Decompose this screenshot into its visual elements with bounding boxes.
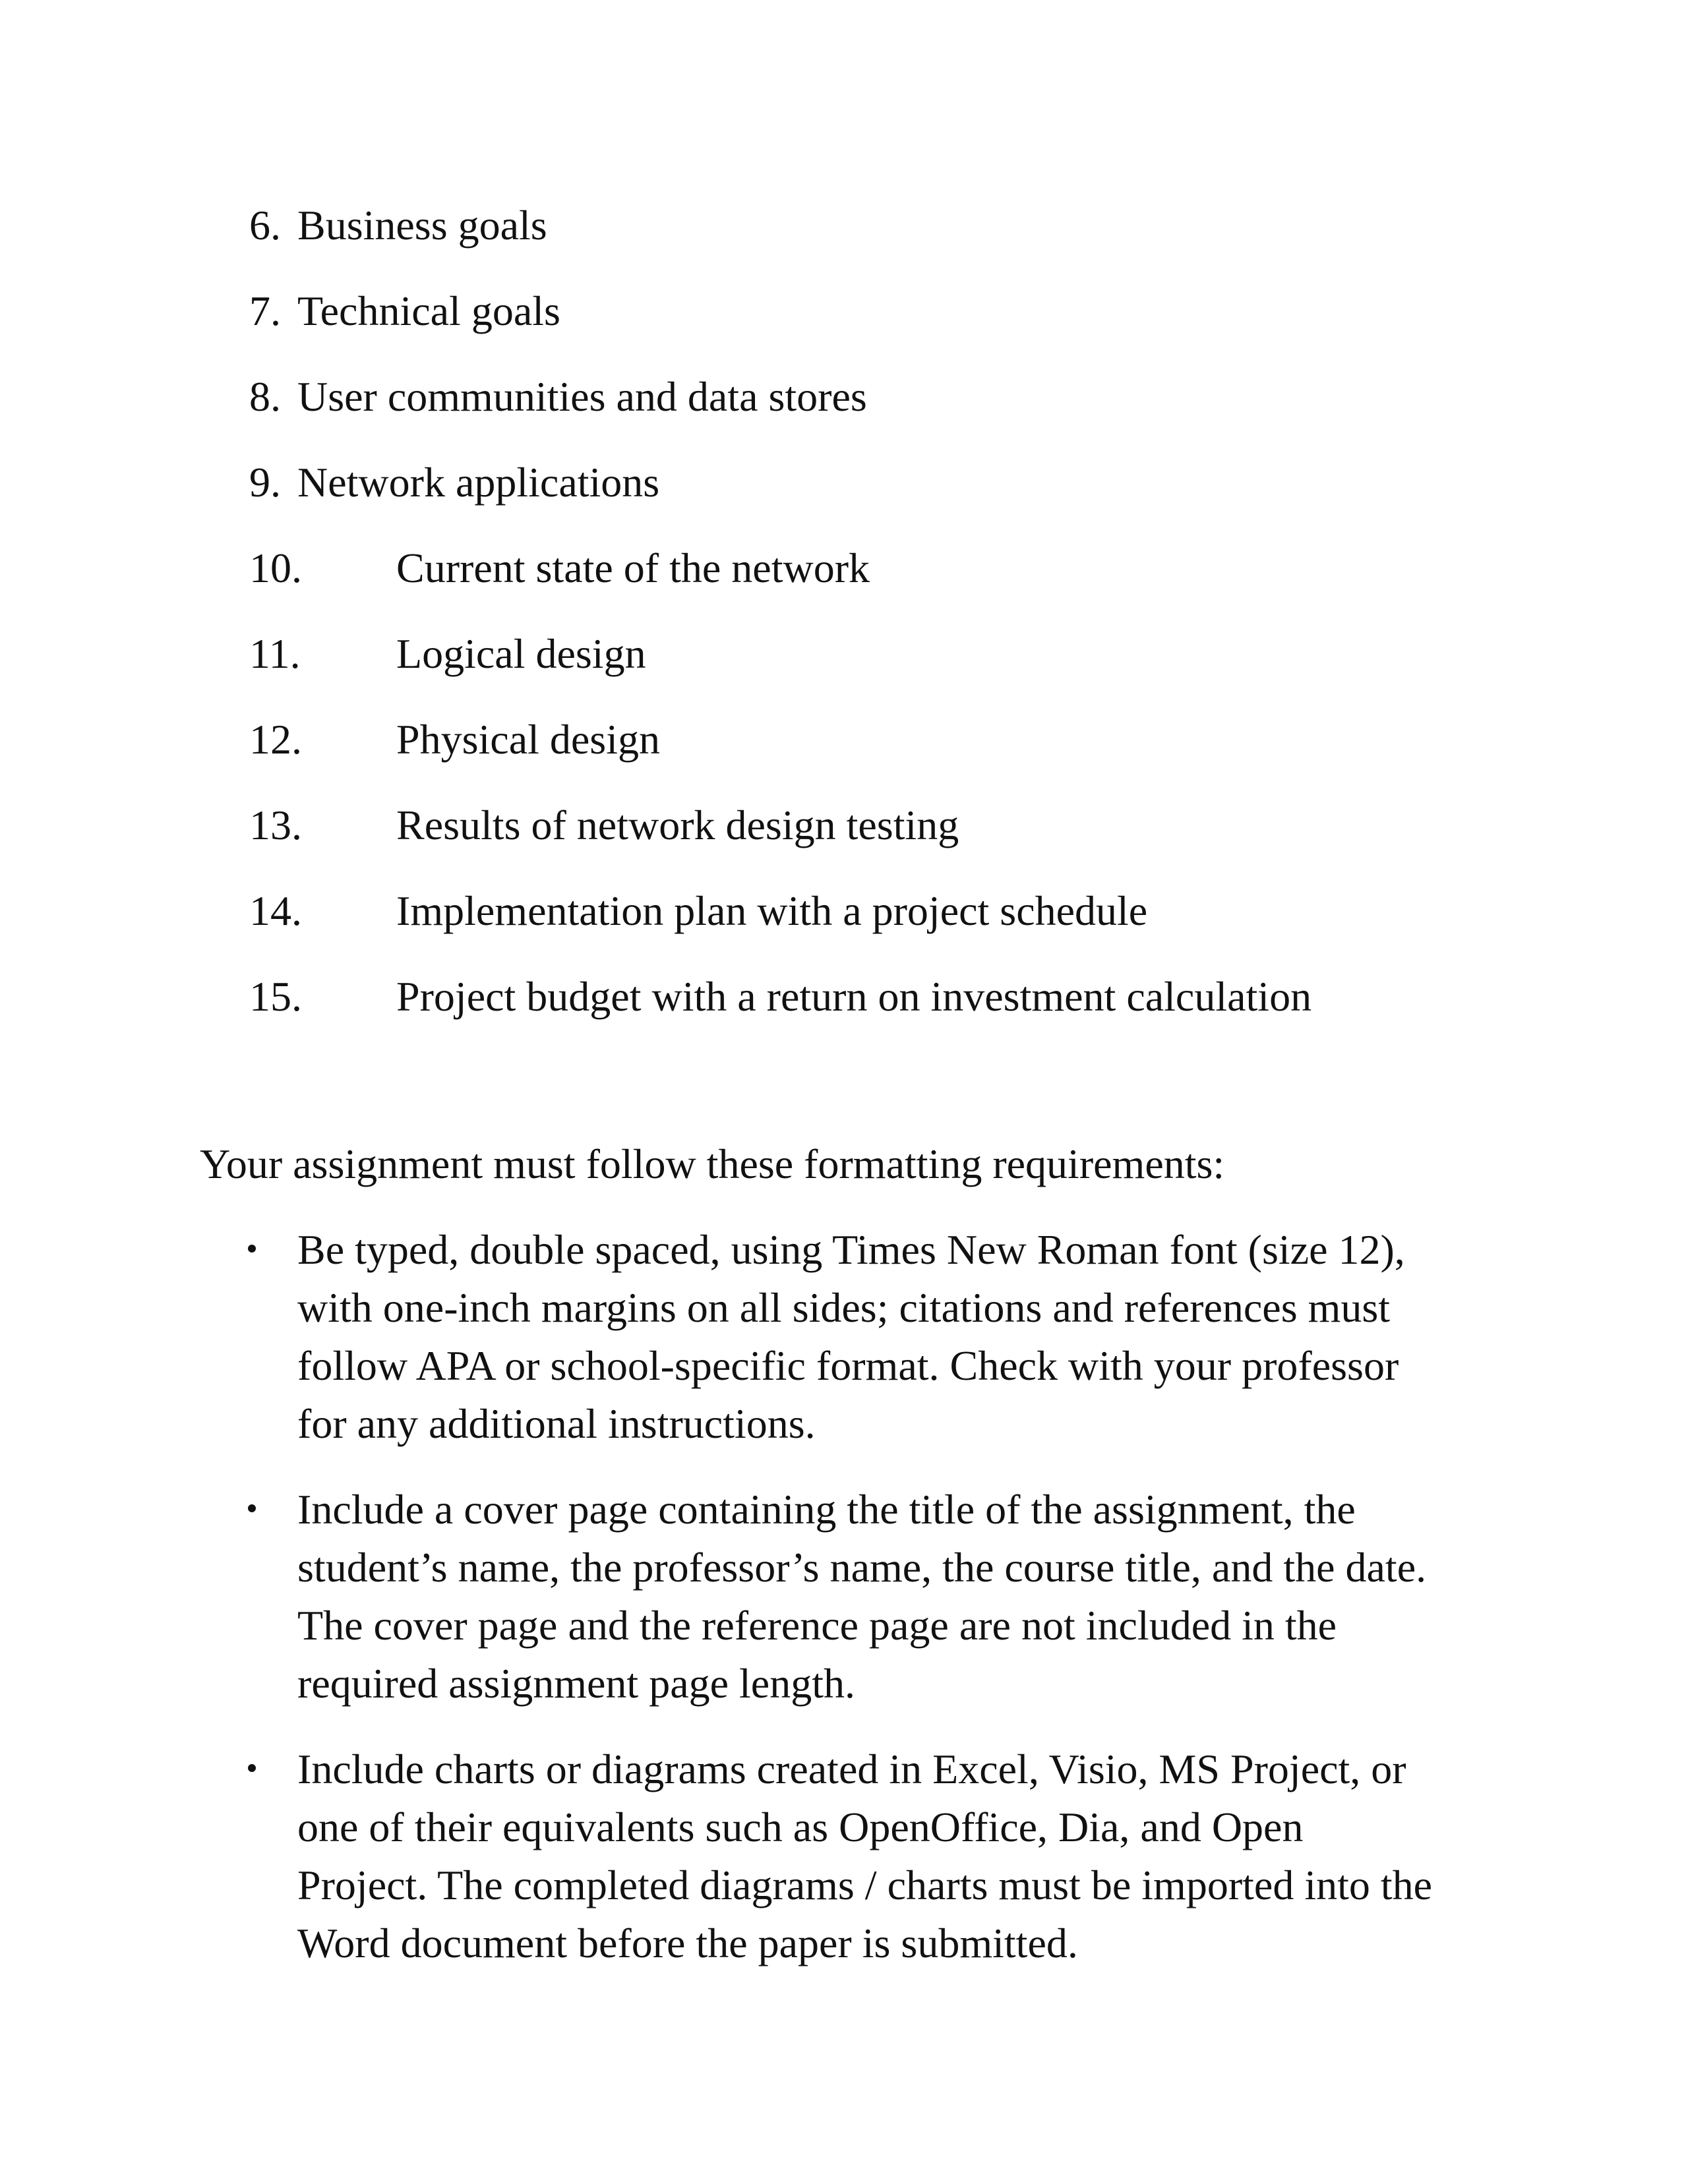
list-item-text: Implementation plan with a project schedule (396, 887, 1148, 934)
formatting-intro: Your assignment must follow these formatting requirements: (200, 1140, 1225, 1187)
list-item-text: Project budget with a return on investment calculation (396, 973, 1312, 1020)
list-item (0, 539, 1688, 599)
bullet-text-line: Include a cover page containing the title of the assignment, the (297, 1486, 1356, 1533)
list-item-text: User communities and data stores (297, 373, 867, 420)
bullet-dot-icon (248, 1504, 256, 1512)
list-item-text: Network applications (297, 459, 660, 506)
list-item (0, 968, 1688, 1027)
bullet-text-line: Word document before the paper is submitted. (297, 1920, 1078, 1966)
list-item-number: 8. (249, 373, 281, 420)
list-item-number: 13. (249, 802, 302, 848)
bullet-text-line: for any additional instructions. (297, 1400, 816, 1447)
bullet-text-line: Be typed, double spaced, using Times New Roman font (size 12), (297, 1226, 1405, 1273)
bullet-text-line: with one-inch margins on all sides; citations and references must (297, 1284, 1391, 1331)
list-item (0, 711, 1688, 770)
list-item-text: Results of network design testing (396, 802, 959, 848)
list-item (0, 454, 1688, 513)
bullet-text-line: Include charts or diagrams created in Excel, Visio, MS Project, or (297, 1746, 1406, 1792)
bullet-text-line: follow APA or school-specific format. Check with your professor (297, 1342, 1399, 1389)
list-item (0, 882, 1688, 941)
list-item (0, 368, 1688, 427)
bullet-text-line: one of their equivalents such as OpenOffice, Dia, and Open (297, 1804, 1304, 1850)
bullet-text-line: The cover page and the reference page are not included in the (297, 1602, 1337, 1649)
list-item-text: Business goals (297, 202, 547, 249)
list-item-number: 14. (249, 887, 302, 934)
list-item (0, 196, 1688, 256)
list-item-number: 11. (249, 630, 301, 677)
list-item-number: 10. (249, 545, 302, 591)
list-item (0, 282, 1688, 341)
list-item-text: Current state of the network (396, 545, 870, 591)
bullet-text-line: required assignment page length. (297, 1660, 855, 1707)
list-item (0, 625, 1688, 684)
numbered-list (0, 0, 1688, 1055)
list-item-text: Physical design (396, 716, 660, 763)
list-item-number: 6. (249, 202, 281, 249)
list-item-number: 7. (249, 287, 281, 334)
list-item (0, 796, 1688, 856)
list-item-number: 9. (249, 459, 281, 506)
list-item-number: 12. (249, 716, 302, 763)
bullet-dot-icon (248, 1245, 256, 1253)
list-item-number: 15. (249, 973, 302, 1020)
bullet-dot-icon (248, 1764, 256, 1772)
bullet-text-line: Project. The completed diagrams / charts must be imported into the (297, 1862, 1433, 1908)
list-item-text: Logical design (396, 630, 646, 677)
bullet-text-line: student’s name, the professor’s name, the course title, and the date. (297, 1544, 1427, 1591)
list-item-text: Technical goals (297, 287, 560, 334)
